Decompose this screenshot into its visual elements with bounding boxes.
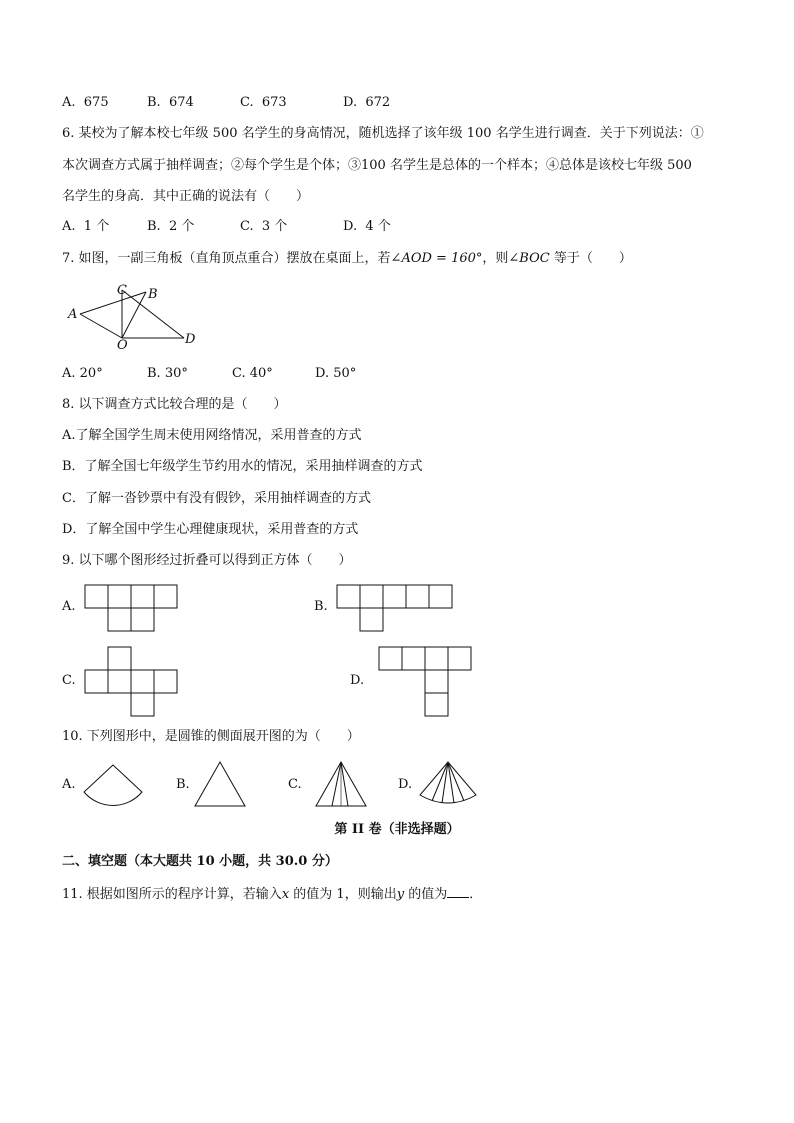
q11-stem (62, 885, 482, 904)
q11-text-b: 的值为 1，则输出 (289, 887, 397, 902)
q7-stem-text-c: 等于（ ） (549, 251, 632, 266)
q7-option-c: C. 40° (232, 366, 273, 381)
q6-option-b: B. 2 个 (147, 219, 195, 234)
q10-fig-b-triangle (194, 761, 246, 807)
q10-fig-c-pyramid (314, 761, 370, 807)
q11-var-y: y (396, 887, 405, 902)
q5-option-b: B. 674 (147, 95, 194, 110)
q7-stem-text-a: 7. 如图，一副三角板（直角顶点重合）摆放在桌面上，若 (62, 251, 391, 266)
volume-title: 第 II 卷（非选择题） (334, 822, 460, 837)
q9-stem: 9. 以下哪个图形经过折叠可以得到正方体（ ） (62, 553, 352, 568)
q9-net-c (84, 646, 180, 718)
q6-option-c: C. 3 个 (240, 219, 288, 234)
q9-label-b: B. (314, 599, 328, 614)
q8-stem: 8. 以下调查方式比较合理的是（ ） (62, 397, 287, 412)
q10-label-c: C. (288, 777, 302, 792)
q7-label-o: O (117, 338, 128, 353)
q11-text-end: ． (469, 887, 483, 902)
q7-angle-boc: ∠BOC (508, 251, 550, 266)
q10-label-a: A. (62, 777, 76, 792)
q7-option-a: A. 20° (62, 366, 103, 381)
q10-fig-d-cone-net (418, 761, 478, 807)
q7-angle-aod: ∠AOD = 160° (390, 251, 483, 266)
part-title: 二、填空题（本大题共 10 小题，共 30.0 分） (62, 854, 338, 869)
q6-option-d: D. 4 个 (343, 219, 391, 234)
q7-option-d: D. 50° (315, 366, 357, 381)
q11-text-c: 的值为 (404, 887, 448, 902)
q7-stem (62, 250, 632, 268)
q8-option-c: C．了解一沓钞票中有没有假钞，采用抽样调查的方式 (62, 491, 371, 506)
q7-option-b: B. 30° (147, 366, 188, 381)
q6-stem-line-1: 6. 某校为了解本校七年级 500 名学生的身高情况，随机选择了该年级 100 名学生进行调查．关于下列说法：① (62, 126, 704, 141)
q10-fig-a-sector (82, 764, 144, 808)
q11-answer-blank (447, 885, 469, 898)
q8-option-a: A.了解全国学生周末使用网络情况，采用普查的方式 (62, 428, 362, 443)
q9-label-c: C. (62, 673, 76, 688)
q10-stem: 10. 下列图形中，是圆锥的侧面展开图的为（ ） (62, 729, 360, 744)
q11-text-a: 11. 根据如图所示的程序计算，若输入 (62, 887, 282, 902)
q5-option-a: A. 675 (62, 95, 109, 110)
q7-label-b: B (148, 287, 158, 302)
q8-option-b: B．了解全国七年级学生节约用水的情况，采用抽样调查的方式 (62, 459, 423, 474)
q6-stem-line-2: 本次调查方式属于抽样调查；②每个学生是个体；③100 名学生是总体的一个样本；④总体是该校七年级 500 (62, 158, 692, 173)
q9-label-d: D. (350, 673, 365, 688)
q7-label-d: D (185, 332, 196, 347)
q5-option-d: D. 672 (343, 95, 391, 110)
q7-label-a: A (68, 307, 78, 322)
q9-label-a: A. (62, 599, 76, 614)
q9-net-b (336, 584, 454, 632)
q6-stem-line-3: 名学生的身高．其中正确的说法有（ ） (62, 189, 310, 204)
q10-label-b: B. (176, 777, 190, 792)
q7-label-c: C (117, 283, 127, 298)
q8-option-d: D．了解全国中学生心理健康现状，采用普查的方式 (62, 522, 359, 537)
q9-net-a (84, 584, 180, 632)
q7-stem-text-b: ，则 (482, 251, 509, 266)
q11-var-x: x (281, 887, 290, 902)
q10-label-d: D. (398, 777, 413, 792)
q6-option-a: A. 1 个 (62, 219, 110, 234)
q5-option-c: C. 673 (240, 95, 287, 110)
q9-net-d (378, 646, 474, 718)
